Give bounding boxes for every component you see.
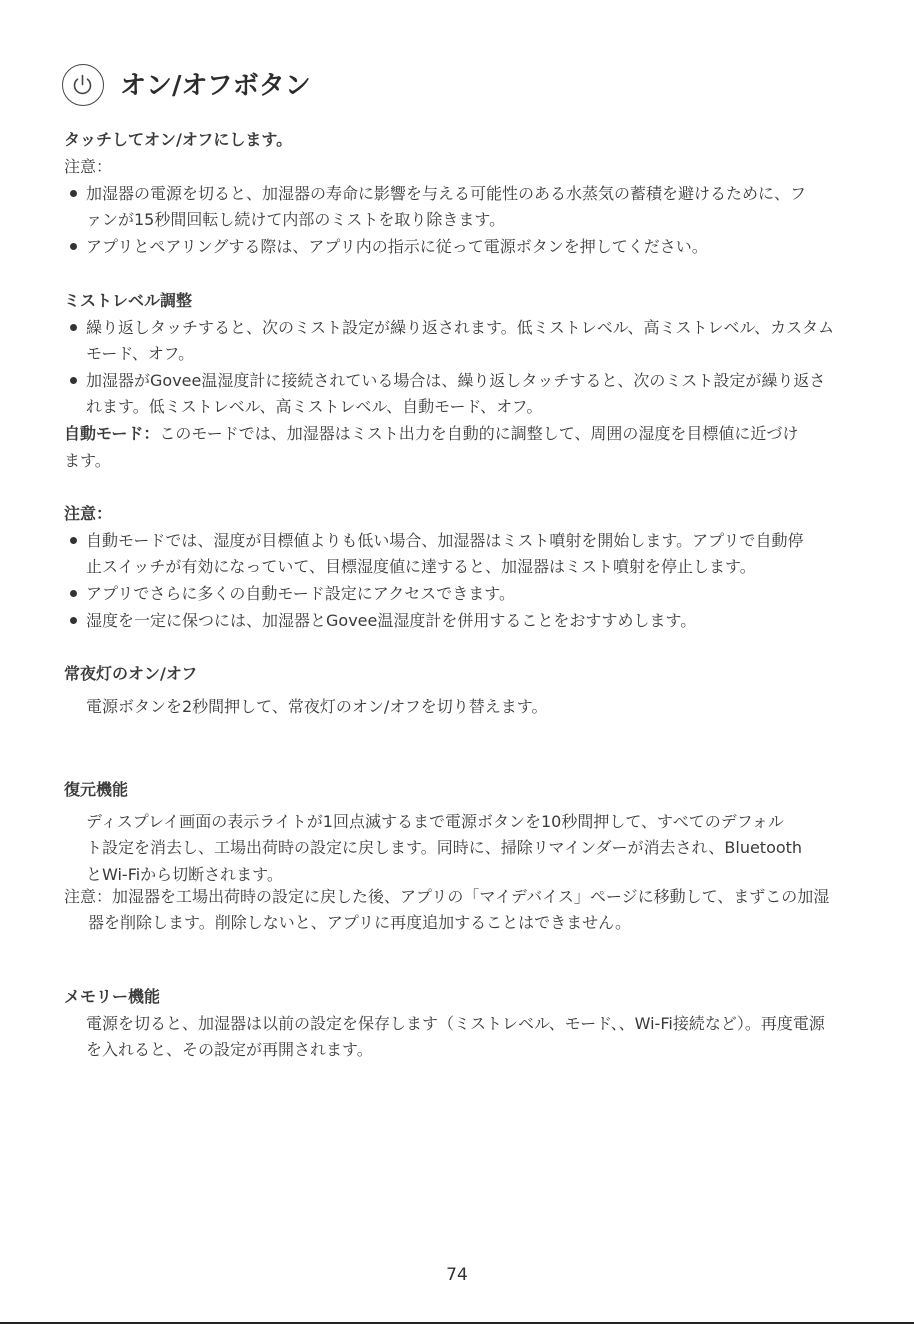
auto-mode-label: 自動モード：	[64, 424, 160, 443]
note2-bullet-1-line-1: 自動モードでは、湿度が目標値よりも低い場合、加湿器はミスト噴射を開始します。アプリで自動停	[86, 531, 804, 550]
onoff-note-label: 注意：	[64, 157, 113, 176]
bullet-icon	[70, 617, 77, 624]
memory-line-1: 電源を切ると、加湿器は以前の設定を保存します（ミストレベル、モード、、Wi-Fi接続など）。再度電源	[86, 1014, 825, 1033]
onoff-bullet-2: アプリとペアリングする際は、アプリ内の指示に従って電源ボタンを押してください。	[86, 237, 708, 256]
reset-line-2: ト設定を消去し、工場出荷時の設定に戻します。同時に、掃除リマインダーが消去され、Bluetooth	[86, 838, 803, 857]
note2-label: 注意：	[64, 504, 113, 523]
page-number: 74	[446, 1265, 468, 1285]
reset-line-3: とWi-Fiから切断されます。	[86, 865, 283, 884]
reset-line-1: ディスプレイ画面の表示ライトが1回点滅するまで電源ボタンを10秒間押して、すべてのデフォル	[86, 812, 784, 831]
onoff-intro: タッチしてオン/オフにします。	[64, 130, 293, 149]
nightlight-heading: 常夜灯のオン/オフ	[64, 664, 198, 683]
bullet-icon	[70, 324, 77, 331]
onoff-bullet-1-line-2: ァンが15秒間回転し続けて内部のミストを取り除きます。	[86, 210, 506, 229]
bullet-icon	[70, 190, 77, 197]
mist-bullet-1-line-2: モード、オフ。	[86, 344, 195, 363]
page-title: オン/オフボタン	[120, 71, 311, 101]
note2-bullet-1-line-2: 止スイッチが有効になっていて、目標湿度値に達すると、加湿器はミスト噴射を停止します。	[86, 557, 756, 576]
reset-heading: 復元機能	[64, 780, 129, 799]
bullet-icon	[70, 377, 77, 384]
memory-heading: メモリー機能	[64, 987, 161, 1006]
reset-note-line-2: 器を削除します。削除しないと、アプリに再度追加することはできません。	[88, 913, 632, 932]
bullet-icon	[70, 590, 77, 597]
memory-line-2: を入れると、その設定が再開されます。	[86, 1040, 373, 1059]
auto-mode-text: このモードでは、加湿器はミスト出力を自動的に調整して、周囲の湿度を目標値に近づけ	[159, 424, 799, 443]
mist-bullet-2-line-2: れます。低ミストレベル、高ミストレベル、自動モード、オフ。	[86, 397, 543, 416]
auto-mode-line-2: ます。	[64, 451, 111, 470]
auto-mode-line-1	[64, 420, 798, 447]
onoff-bullet-1-line-1: 加湿器の電源を切ると、加湿器の寿命に影響を与える可能性のある水蒸気の蓄積を避けるために、フ	[86, 184, 807, 203]
note2-bullet-2: アプリでさらに多くの自動モード設定にアクセスできます。	[86, 584, 515, 603]
bullet-icon	[70, 537, 77, 544]
power-icon	[62, 64, 104, 106]
mist-bullet-2-line-1: 加湿器がGovee温湿度計に接続されている場合は、繰り返しタッチすると、次のミスト設定が繰り返さ	[86, 371, 826, 390]
nightlight-body: 電源ボタンを2秒間押して、常夜灯のオン/オフを切り替えます。	[86, 697, 548, 716]
mist-heading: ミストレベル調整	[64, 291, 193, 310]
reset-note-line-1: 注意：加湿器を工場出荷時の設定に戻した後、アプリの「マイデバイス」ページに移動して、まずこの加湿	[64, 887, 830, 906]
note2-bullet-3: 湿度を一定に保つには、加湿器とGovee温湿度計を併用することをおすすめします。	[86, 611, 697, 630]
bullet-icon	[70, 243, 77, 250]
mist-bullet-1-line-1: 繰り返しタッチすると、次のミスト設定が繰り返されます。低ミストレベル、高ミストレベル、カスタム	[86, 318, 835, 337]
